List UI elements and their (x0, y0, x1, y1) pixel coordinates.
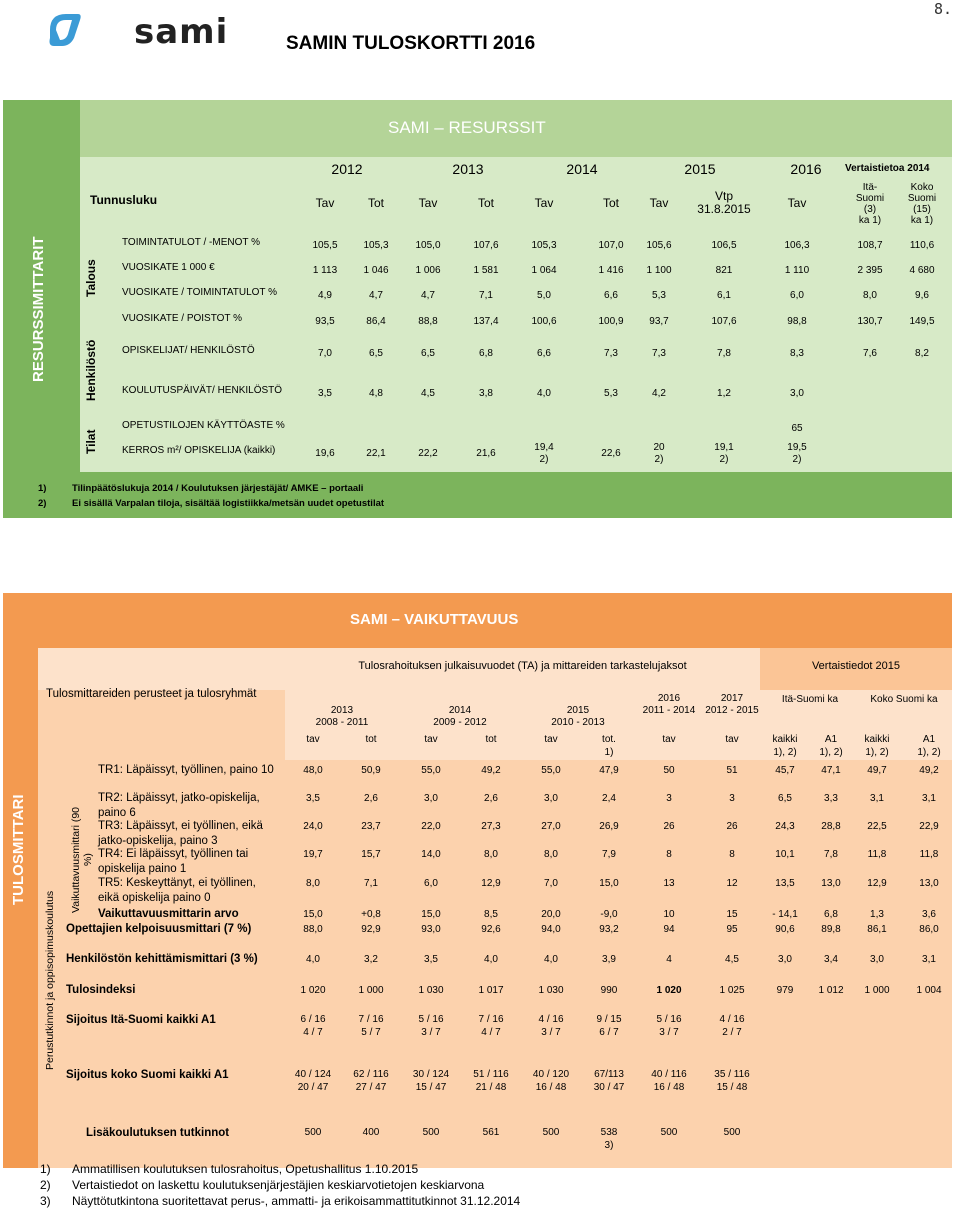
row-value: 105,0 (415, 240, 441, 251)
impact-title: SAMI – VAIKUTTAVUUS (350, 611, 519, 628)
row-label: VUOSIKATE 1 000 € (122, 262, 215, 273)
impact-footnote-text: Näyttötutkintona suoritettavat perus-, ammatti- ja erikoisammattitutkinnot 31.12.2014 (72, 1194, 521, 1208)
footnote-num: 2) (38, 498, 47, 509)
impact-subcol-2: tav (424, 734, 438, 745)
impact-row-value: 2,6 (484, 793, 498, 804)
row-value: 9,6 (915, 290, 929, 301)
impact-row-value: 23,7 (361, 821, 381, 832)
row-value: 98,8 (787, 316, 807, 327)
impact-subcol-10: kaikki 1), 2) (864, 734, 890, 758)
impact-row-value: 90,6 (775, 924, 795, 935)
group-henkilosto: Henkilöstö (84, 339, 98, 401)
row-value: 19,1 2) (714, 442, 734, 465)
impact-row-label: Tulosindeksi (66, 984, 136, 996)
row-value: 19,5 2) (787, 442, 807, 465)
row-value: 7,1 (479, 290, 493, 301)
compare-header: Vertaistietoa 2014 (845, 163, 930, 174)
ita-line-0: Itä- (862, 182, 878, 193)
basis-label: Tulosmittareiden perusteet ja tulosryhmät (46, 688, 257, 700)
footnote-text: Tilinpäätöslukuja 2014 / Koulutuksen järjestäjät/ AMKE – portaali (72, 483, 364, 494)
impact-side-label-3: Vaikuttavuusmittari (90 %) (70, 807, 94, 914)
row-value: 19,4 2) (534, 442, 554, 465)
impact-row-value: 12,9 (867, 878, 887, 889)
footnote-num: 1) (38, 483, 47, 494)
impact-row-value: 1,3 (870, 909, 884, 920)
impact-row-value: 8,5 (484, 909, 498, 920)
koko-line-0: Koko (910, 182, 934, 193)
row-value: 108,7 (857, 240, 883, 251)
row-value: 149,5 (909, 316, 935, 327)
group-talous: Talous (84, 259, 98, 297)
row-value: 20 2) (653, 442, 665, 465)
logo-icon (44, 8, 88, 52)
impact-row-value: 500 (422, 1127, 440, 1138)
impact-row-value: 14,0 (421, 849, 441, 860)
impact-row-value: 55,0 (541, 765, 561, 776)
logo-text: sami (134, 12, 229, 52)
impact-year-2014: 2014 2009 - 2012 (433, 705, 487, 728)
row-label: KERROS m²/ OPISKELIJA (kaikki) (122, 445, 276, 456)
impact-side-label-2: Perustutkinnot ja oppisopimuskoulutus (44, 890, 56, 1070)
impact-row-value: 49,7 (867, 765, 887, 776)
impact-row-value: 1 017 (478, 985, 504, 996)
impact-row-value: 3,4 (824, 954, 838, 965)
impact-row-value: 30 / 124 15 / 47 (412, 1069, 450, 1093)
impact-row-value: 47,9 (599, 765, 619, 776)
impact-row-value: 7 / 16 4 / 7 (478, 1014, 504, 1038)
impact-row-value: 10 (663, 909, 675, 920)
row-value: 88,8 (418, 316, 438, 327)
impact-row-value: 3 (666, 793, 672, 804)
row-value: 7,0 (318, 348, 332, 359)
impact-row-value: 11,8 (919, 849, 939, 860)
impact-row-value: 5 / 16 3 / 7 (418, 1014, 444, 1038)
row-value: 3,8 (479, 388, 493, 399)
subcol-3: Tot (477, 196, 494, 210)
row-value: 7,3 (604, 348, 618, 359)
impact-row-value: 62 / 116 27 / 47 (353, 1069, 389, 1093)
impact-row-value: 3,6 (922, 909, 936, 920)
row-value: 100,9 (598, 316, 624, 327)
impact-row-value: 92,9 (361, 924, 381, 935)
impact-subcol-3: tot (485, 734, 497, 745)
impact-row-value: 3,5 (306, 793, 320, 804)
impact-row-value: 13 (663, 878, 675, 889)
impact-row-value: 7,1 (364, 878, 378, 889)
impact-row-value: - 14,1 (772, 909, 798, 920)
impact-year-2015: 2015 2010 - 2013 (551, 705, 605, 728)
row-value: 130,7 (857, 316, 883, 327)
impact-row-value: 26 (726, 821, 738, 832)
impact-row-value: 94 (663, 924, 675, 935)
row-value: 21,6 (476, 448, 496, 459)
impact-row-value: 27,0 (541, 821, 561, 832)
impact-row-value: 538 3) (600, 1127, 618, 1151)
impact-row-value: 8,0 (544, 849, 558, 860)
impact-row-value: 89,8 (821, 924, 841, 935)
subcol-6: Tav (649, 196, 669, 210)
row-value: 6,6 (537, 348, 551, 359)
impact-row-value: 28,8 (821, 821, 841, 832)
impact-row-label: TR2: Läpäissyt, jatko-opiskelija, paino 6 (98, 792, 260, 819)
impact-row-value: 3,9 (602, 954, 616, 965)
impact-subcol-1: tot (365, 734, 377, 745)
year-2015: 2015 (684, 161, 716, 177)
row-value: 8,0 (863, 290, 877, 301)
row-value: 1 113 (312, 265, 338, 276)
impact-year-2016: 2016 2011 - 2014 (642, 693, 696, 716)
impact-row-value: 51 / 116 21 / 48 (473, 1069, 509, 1093)
impact-row-value: 4 (666, 954, 672, 965)
row-label: TOIMINTATULOT / -MENOT % (122, 237, 260, 248)
impact-row-value: 51 (726, 765, 738, 776)
impact-row-value: 4 / 16 2 / 7 (719, 1014, 745, 1038)
row-value: 6,0 (790, 290, 804, 301)
subcol-1: Tot (367, 196, 384, 210)
impact-row-value: 1 030 (538, 985, 564, 996)
row-value: 8,2 (915, 348, 929, 359)
impact-row-value: 1 020 (300, 985, 326, 996)
row-value: 1 110 (784, 265, 810, 276)
impact-row-value: 4,5 (725, 954, 739, 965)
subcol-4: Tav (534, 196, 554, 210)
row-value: 6,6 (604, 290, 618, 301)
row-value: 3,5 (318, 388, 332, 399)
impact-row-label: Henkilöstön kehittämismittari (3 %) (66, 953, 258, 965)
row-value: 4,9 (318, 290, 332, 301)
subcol-0: Tav (315, 196, 335, 210)
impact-row-value: 1 000 (358, 985, 384, 996)
impact-row-value: 67/113 30 / 47 (593, 1069, 625, 1093)
impact-row-value: 4,0 (306, 954, 320, 965)
impact-row-value: 9 / 15 6 / 7 (596, 1014, 622, 1038)
impact-row-value: 3,1 (870, 793, 884, 804)
ita-line-2: (3) (863, 204, 877, 215)
impact-row-value: 86,0 (919, 924, 939, 935)
impact-row-label: TR1: Läpäissyt, työllinen, paino 10 (98, 764, 274, 776)
impact-row-value: 50 (663, 765, 675, 776)
impact-row-value: 3 (729, 793, 735, 804)
impact-row-value: 2,6 (364, 793, 378, 804)
impact-top-header: Tulosrahoituksen julkaisuvuodet (TA) ja mittareiden tarkastelujaksot (358, 660, 687, 672)
impact-row-value: 15,0 (599, 878, 619, 889)
impact-row-value: 24,3 (775, 821, 795, 832)
row-value: 6,5 (421, 348, 435, 359)
impact-row-value: +0,8 (361, 909, 381, 920)
impact-row-value: 1 000 (864, 985, 890, 996)
impact-row-value: 561 (482, 1127, 500, 1138)
impact-row-value: 6,5 (778, 793, 792, 804)
impact-footnote-text: Vertaistiedot on laskettu koulutuksenjärjestäjien keskiarvotietojen keskiarvona (72, 1178, 485, 1192)
row-value: 1,2 (717, 388, 731, 399)
impact-row-value: 26 (663, 821, 675, 832)
row-value: 106,3 (784, 240, 810, 251)
impact-row-value: 94,0 (541, 924, 561, 935)
impact-row-value: 22,5 (867, 821, 887, 832)
row-value: 1 064 (531, 265, 557, 276)
subcol-7: Vtp 31.8.2015 (697, 189, 751, 216)
row-value: 4,7 (421, 290, 435, 301)
row-value: 19,6 (315, 448, 335, 459)
impact-row-value: 26,9 (599, 821, 619, 832)
year-2014: 2014 (566, 161, 598, 177)
impact-row-value: 88,0 (303, 924, 323, 935)
sami-logo (44, 8, 229, 52)
impact-row-value: 15,7 (361, 849, 381, 860)
impact-footnote-text: Ammatillisen koulutuksen tulosrahoitus, Opetushallitus 1.10.2015 (72, 1162, 419, 1176)
impact-row-value: 2,4 (602, 793, 616, 804)
row-value: 6,1 (717, 290, 731, 301)
row-value: 7,6 (863, 348, 877, 359)
row-value: 93,5 (315, 316, 335, 327)
koko-line-3: ka 1) (910, 215, 934, 226)
impact-row-value: 400 (362, 1127, 380, 1138)
impact-row-value: 4 / 16 3 / 7 (538, 1014, 564, 1038)
ita-line-3: ka 1) (858, 215, 882, 226)
row-value: 105,6 (646, 240, 672, 251)
impact-row-value: 7,9 (602, 849, 616, 860)
impact-row-value: 3,0 (544, 793, 558, 804)
impact-row-value: 55,0 (421, 765, 441, 776)
impact-subcol-5: tot. 1) (602, 734, 616, 758)
impact-row-value: 11,8 (867, 849, 887, 860)
ita-suomi-header (846, 182, 894, 226)
row-value: 2 395 (857, 265, 883, 276)
row-value: 6,5 (369, 348, 383, 359)
impact-row-value: 35 / 116 15 / 48 (714, 1069, 750, 1093)
impact-row-value: 1 020 (656, 985, 682, 996)
row-value: 6,8 (479, 348, 493, 359)
row-value: 65 (791, 423, 803, 434)
impact-row-value: 45,7 (775, 765, 795, 776)
row-value: 4,7 (369, 290, 383, 301)
row-value: 4,5 (421, 388, 435, 399)
row-value: 107,6 (473, 240, 499, 251)
impact-row-value: 5 / 16 3 / 7 (656, 1014, 682, 1038)
resources-title: SAMI – RESURSSIT (388, 118, 546, 137)
impact-subcol-11: A1 1), 2) (917, 734, 941, 758)
impact-row-value: 500 (542, 1127, 560, 1138)
impact-row-value: 4,0 (544, 954, 558, 965)
impact-row-value: 12 (726, 878, 738, 889)
impact-row-value: 6,0 (424, 878, 438, 889)
row-value: 5,3 (652, 290, 666, 301)
row-value: 22,2 (418, 448, 438, 459)
impact-compare-header: Vertaistiedot 2015 (811, 660, 901, 672)
impact-row-label: Lisäkoulutuksen tutkinnot (86, 1127, 230, 1139)
impact-row-value: 24,0 (303, 821, 323, 832)
impact-row-value: 990 (600, 985, 618, 996)
row-value: 22,1 (366, 448, 386, 459)
resources-side-label: RESURSSIMITTARIT (30, 236, 47, 382)
year-2013: 2013 (452, 161, 484, 177)
impact-row-value: 8,0 (484, 849, 498, 860)
impact-row-value: 10,1 (775, 849, 795, 860)
page-title: SAMIN TULOSKORTTI 2016 (286, 33, 536, 54)
impact-subcol-7: tav (725, 734, 739, 745)
row-value: 1 006 (415, 265, 441, 276)
impact-row-value: 3,0 (778, 954, 792, 965)
impact-subcol-0: tav (306, 734, 320, 745)
impact-row-value: 20,0 (541, 909, 561, 920)
impact-row-value: 3,3 (824, 793, 838, 804)
subcol-8: Tav (787, 196, 807, 210)
impact-row-value: 3,1 (922, 954, 936, 965)
impact-row-label: Opettajien kelpoisuusmittari (7 %) (66, 923, 252, 935)
row-value: 105,3 (363, 240, 389, 251)
row-value: 106,5 (711, 240, 737, 251)
impact-row-label: Sijoitus koko Suomi kaikki A1 (66, 1069, 229, 1081)
row-value: 107,6 (711, 316, 737, 327)
row-value: 1 046 (363, 265, 389, 276)
row-value: 4 680 (909, 265, 935, 276)
impact-subcol-4: tav (544, 734, 558, 745)
impact-row-value: 13,5 (775, 878, 795, 889)
row-value: 5,0 (537, 290, 551, 301)
impact-row-value: 15,0 (421, 909, 441, 920)
row-value: 137,4 (473, 316, 499, 327)
impact-row-value: 40 / 124 20 / 47 (294, 1069, 332, 1093)
impact-row-value: -9,0 (600, 909, 618, 920)
row-value: 3,0 (790, 388, 804, 399)
impact-row-value: 40 / 120 16 / 48 (532, 1069, 570, 1093)
impact-row-value: 8,0 (306, 878, 320, 889)
impact-row-value: 50,9 (361, 765, 381, 776)
impact-row-label: TR3: Läpäissyt, ei työllinen, eikä jatko-opiskelija, paino 3 (98, 820, 263, 847)
impact-row-value: 7,8 (824, 849, 838, 860)
impact-row-value: 1 004 (916, 985, 942, 996)
impact-row-value: 47,1 (821, 765, 841, 776)
impact-row-value: 3,0 (424, 793, 438, 804)
row-value: 93,7 (649, 316, 669, 327)
row-label: OPISKELIJAT/ HENKILÖSTÖ (122, 345, 255, 356)
impact-footnote-num: 2) (40, 1178, 51, 1192)
impact-row-label: Vaikuttavuusmittarin arvo (98, 908, 239, 920)
impact-row-value: 500 (304, 1127, 322, 1138)
impact-subcol-9: A1 1), 2) (819, 734, 843, 758)
impact-row-value: 22,9 (919, 821, 939, 832)
row-value: 105,5 (312, 240, 338, 251)
impact-row-value: 13,0 (919, 878, 939, 889)
impact-row-value: 86,1 (867, 924, 887, 935)
impact-row-value: 12,9 (481, 878, 501, 889)
impact-row-value: 13,0 (821, 878, 841, 889)
group-tilat: Tilat (84, 429, 98, 455)
ita-line-1: Suomi (855, 193, 885, 204)
impact-row-value: 6,8 (824, 909, 838, 920)
impact-row-value: 95 (726, 924, 738, 935)
row-value: 1 581 (473, 265, 499, 276)
row-value: 4,2 (652, 388, 666, 399)
row-value: 7,3 (652, 348, 666, 359)
page-number: 8. (933, 0, 952, 18)
impact-row-label: TR4: Ei läpäissyt, työllinen tai opiskelija paino 1 (98, 848, 249, 875)
impact-row-value: 15,0 (303, 909, 323, 920)
subcol-5: Tot (602, 196, 619, 210)
impact-year-2013: 2013 2008 - 2011 (315, 705, 369, 728)
impact-year-2017: 2017 2012 - 2015 (705, 693, 759, 716)
impact-side-label: TULOSMITTARI (10, 794, 27, 906)
koko-line-1: Suomi (907, 193, 937, 204)
row-value: 1 416 (598, 265, 624, 276)
impact-row-value: 93,2 (599, 924, 619, 935)
impact-row-value: 1 030 (418, 985, 444, 996)
impact-subcol-8: kaikki 1), 2) (772, 734, 798, 758)
impact-row-value: 500 (660, 1127, 678, 1138)
impact-row-value: 3,5 (424, 954, 438, 965)
impact-row-value: 15 (726, 909, 738, 920)
impact-row-value: 8 (666, 849, 672, 860)
impact-row-value: 48,0 (303, 765, 323, 776)
impact-row-value: 19,7 (303, 849, 323, 860)
row-value: 22,6 (601, 448, 621, 459)
impact-row-value: 1 025 (719, 985, 745, 996)
impact-row-value: 3,2 (364, 954, 378, 965)
impact-row-value: 49,2 (481, 765, 501, 776)
impact-row-value: 6 / 16 4 / 7 (300, 1014, 326, 1038)
row-label: KOULUTUSPÄIVÄT/ HENKILÖSTÖ (122, 385, 283, 396)
impact-row-value: 4,0 (484, 954, 498, 965)
impact-row-value: 500 (723, 1127, 741, 1138)
impact-footnote-num: 1) (40, 1162, 51, 1176)
row-value: 100,6 (531, 316, 557, 327)
row-label: VUOSIKATE / TOIMINTATULOT % (122, 287, 278, 298)
row-value: 5,3 (604, 388, 618, 399)
row-value: 107,0 (598, 240, 624, 251)
impact-row-value: 93,0 (421, 924, 441, 935)
row-label: OPETUSTILOJEN KÄYTTÖASTE % (122, 420, 285, 431)
footnote-text: Ei sisällä Varpalan tiloja, sisältää logistiikka/metsän uudet opetustilat (72, 498, 385, 509)
impact-row-value: 979 (776, 985, 794, 996)
impact-row-value: 8 (729, 849, 735, 860)
row-value: 86,4 (366, 316, 386, 327)
koko-suomi-header (898, 182, 946, 226)
row-value: 110,6 (909, 240, 935, 251)
impact-row-value: 7,0 (544, 878, 558, 889)
row-value: 7,8 (717, 348, 731, 359)
impact-row-value: 49,2 (919, 765, 939, 776)
row-value: 4,8 (369, 388, 383, 399)
row-value: 821 (715, 265, 733, 276)
impact-row-label: Sijoitus Itä-Suomi kaikki A1 (66, 1014, 216, 1026)
row-value: 105,3 (531, 240, 557, 251)
subcol-2: Tav (418, 196, 438, 210)
row-value: 8,3 (790, 348, 804, 359)
row-value: 1 100 (646, 265, 672, 276)
impact-footnote-num: 3) (40, 1194, 51, 1208)
koko-suomi-ka: Koko Suomi ka (870, 694, 938, 705)
impact-row-value: 3,0 (870, 954, 884, 965)
ita-suomi-ka: Itä-Suomi ka (781, 694, 839, 705)
impact-row-value: 22,0 (421, 821, 441, 832)
impact-row-label: TR5: Keskeyttänyt, ei työllinen, eikä opiskelija paino 0 (98, 877, 256, 904)
row-label: VUOSIKATE / POISTOT % (122, 313, 243, 324)
impact-row-value: 1 012 (818, 985, 844, 996)
koko-line-2: (15) (913, 204, 931, 215)
year-2016: 2016 (790, 161, 822, 177)
impact-row-value: 3,1 (922, 793, 936, 804)
row-value: 4,0 (537, 388, 551, 399)
year-2012: 2012 (331, 161, 363, 177)
impact-row-value: 92,6 (481, 924, 501, 935)
impact-row-value: 27,3 (481, 821, 501, 832)
impact-row-value: 7 / 16 5 / 7 (358, 1014, 384, 1038)
tunnusluku-label: Tunnusluku (90, 193, 158, 207)
impact-row-value: 40 / 116 16 / 48 (651, 1069, 687, 1093)
impact-subcol-6: tav (662, 734, 676, 745)
